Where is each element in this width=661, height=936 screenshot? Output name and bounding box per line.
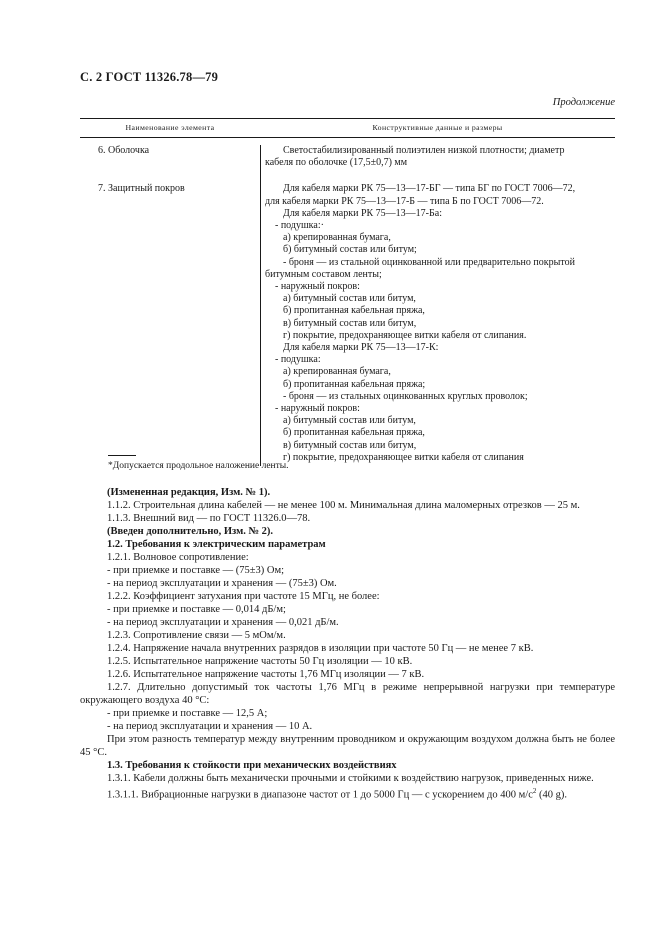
paragraph: - на период эксплуатации и хранения — (75±3) Ом. [107, 578, 337, 589]
paragraph: 1.1.2. Строительная длина кабелей — не менее 100 м. Минимальная длина маломерных отрезков — 25 м. [107, 500, 580, 511]
table-row [80, 183, 615, 466]
desc-line: Для кабеля марки РК 75—13—17-Ба: [283, 207, 442, 219]
desc-line: для кабеля марки РК 75—13—17-Б — типа Б по ГОСТ 7006—72. [265, 195, 544, 207]
paragraph: 1.2.6. Испытательное напряжение частоты 1,76 МГц изоляции — 7 кВ. [107, 669, 425, 680]
desc-line: а) крепированная бумага, [283, 366, 391, 378]
paragraph: - при приемке и поставке — (75±3) Ом; [107, 565, 285, 576]
row-element-name: 7. Защитный покров [98, 183, 185, 195]
paragraph: - при приемке и поставке — 12,5 А; [107, 708, 268, 719]
paragraph: 1.2.5. Испытательное напряжение частоты 50 Гц изоляции — 10 кВ. [107, 656, 413, 667]
desc-line: б) пропитанная кабельная пряжа; [283, 378, 426, 390]
desc-line: в) битумный состав или битум, [283, 439, 417, 451]
footnote: *Допускается продольное наложение ленты. [108, 461, 289, 471]
amendment-note: (Измененная редакция, Изм. № 1). [107, 487, 271, 498]
footnote-rule [108, 455, 136, 456]
row-description [260, 183, 615, 466]
paragraph-text-tail: (40 g). [539, 789, 567, 801]
section-heading: 1.3. Требования к стойкости при механических воздействиях [107, 760, 397, 771]
section-heading: 1.2. Требования к электрическим параметрам [107, 539, 326, 550]
desc-line: Светостабилизированный полиэтилен низкой плотности; диаметр [283, 145, 565, 156]
continuation-label: Продолжение [552, 97, 615, 108]
desc-line: - броня — из стальной оцинкованной или предварительно покрытой [283, 256, 575, 268]
table-header [80, 119, 615, 137]
desc-line: битумным составом ленты; [265, 268, 382, 280]
paragraph: - на период эксплуатации и хранения — 10 А. [107, 721, 313, 732]
desc-line: г) покрытие, предохраняющее витки кабеля от слипания [283, 451, 524, 463]
paragraph: 1.1.3. Внешний вид — по ГОСТ 11326.0—78. [107, 513, 311, 524]
table-row [80, 138, 615, 183]
desc-line: б) пропитанная кабельная пряжа, [283, 427, 425, 439]
desc-line: - подушка:· [275, 220, 324, 232]
desc-line: б) битумный состав или битум; [283, 244, 417, 256]
document-body [80, 486, 615, 802]
elements-table [80, 118, 615, 466]
paragraph: 1.3.1. Кабели должны быть механически прочными и стойкими к воздействию нагрузок, приведенных ниже. [107, 773, 594, 784]
desc-line: а) битумный состав или битум, [283, 415, 416, 427]
paragraph: 1.2.7. Длительно допустимый ток частоты 1,76 МГц в режиме непрерывной нагрузки при температуре окружающего воздуха 40 °С: [80, 682, 615, 706]
desc-line: - броня — из стальных оцинкованных круглых проволок; [283, 390, 528, 402]
desc-line: в) битумный состав или битум, [283, 317, 417, 329]
paragraph: 1.2.2. Коэффициент затухания при частоте 15 МГц, не более: [107, 591, 380, 602]
paragraph: - при приемке и поставке — 0,014 дБ/м; [107, 604, 286, 615]
col-header-design-data: Конструктивные данные и размеры [372, 123, 503, 132]
row-description [260, 145, 615, 183]
desc-line: - наружный покров: [275, 403, 360, 415]
desc-line: а) крепированная бумага, [283, 232, 391, 244]
desc-line: б) пропитанная кабельная пряжа, [283, 305, 425, 317]
desc-line: Для кабеля марки РК 75—13—17-К: [283, 342, 439, 354]
paragraph [80, 785, 615, 802]
desc-line: кабеля по оболочке (17,5±0,7) мм [265, 157, 408, 169]
paragraph: 1.2.3. Сопротивление связи — 5 мОм/м. [107, 630, 286, 641]
paragraph: При этом разность температур между внутренним проводником и окружающим воздухом должна быть не более 45 °С. [80, 734, 615, 758]
paragraph: 1.2.4. Напряжение начала внутренних разрядов в изоляции при частоте 50 Гц — не менее 7 кВ. [107, 643, 534, 654]
paragraph: 1.2.1. Волновое сопротивление: [107, 552, 249, 563]
superscript: 2 [532, 787, 537, 795]
desc-line: - наружный покров: [275, 281, 360, 293]
paragraph-text: 1.3.1.1. Вибрационные нагрузки в диапазоне частот от 1 до 5000 Гц — с ускорением до 400 м/с [107, 789, 533, 801]
desc-line: Для кабеля марки РК 75—13—17-БГ — типа БГ по ГОСТ 7006—72, [283, 183, 576, 195]
amendment-note: (Введен дополнительно, Изм. № 2). [107, 526, 274, 537]
desc-line: а) битумный состав или битум, [283, 293, 416, 305]
paragraph: - на период эксплуатации и хранения — 0,021 дБ/м. [107, 617, 339, 628]
desc-line: - подушка: [275, 354, 321, 366]
page-header: С. 2 ГОСТ 11326.78—79 [80, 70, 219, 84]
desc-line: г) покрытие, предохраняющее витки кабеля от слипания. [283, 329, 527, 341]
row-element-name: 6. Оболочка [98, 145, 150, 156]
col-header-element: Наименование элемента [125, 123, 215, 132]
